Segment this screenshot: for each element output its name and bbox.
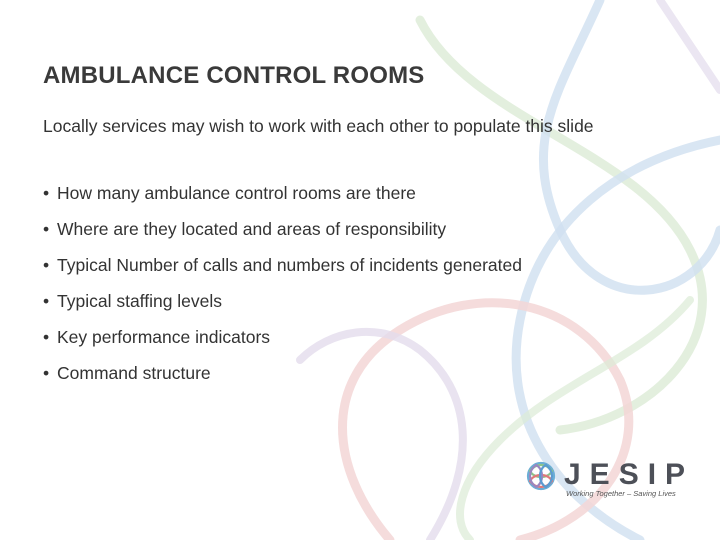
- bullet-marker: •: [43, 255, 50, 275]
- bullet-list: [43, 175, 663, 391]
- logo-tagline: Working Together – Saving Lives: [566, 489, 676, 498]
- bullet-item: [43, 319, 663, 355]
- bullet-item: [43, 211, 663, 247]
- intro-text: Locally services may wish to work with each other to populate this slide: [43, 116, 594, 136]
- bullet-marker: •: [43, 327, 50, 347]
- bullet-item: [43, 355, 663, 391]
- bullet-text: How many ambulance control rooms are there: [57, 183, 416, 203]
- logo-wordmark: JESIP: [564, 458, 695, 491]
- bullet-marker: •: [43, 363, 50, 383]
- bullet-marker: •: [43, 219, 50, 239]
- bullet-item: [43, 175, 663, 211]
- bullet-marker: •: [43, 183, 50, 203]
- slide-title: AMBULANCE CONTROL ROOMS: [43, 62, 425, 89]
- bullet-item: [43, 247, 663, 283]
- jesip-knot-icon: [524, 459, 558, 493]
- bullet-item: [43, 283, 663, 319]
- bullet-text: Typical Number of calls and numbers of incidents generated: [57, 255, 522, 275]
- jesip-logo: [524, 459, 694, 501]
- bullet-text: Command structure: [57, 363, 211, 383]
- bullet-text: Typical staffing levels: [57, 291, 223, 311]
- bullet-marker: •: [43, 291, 50, 311]
- bullet-text: Key performance indicators: [57, 327, 271, 347]
- bullet-text: Where are they located and areas of responsibility: [57, 219, 447, 239]
